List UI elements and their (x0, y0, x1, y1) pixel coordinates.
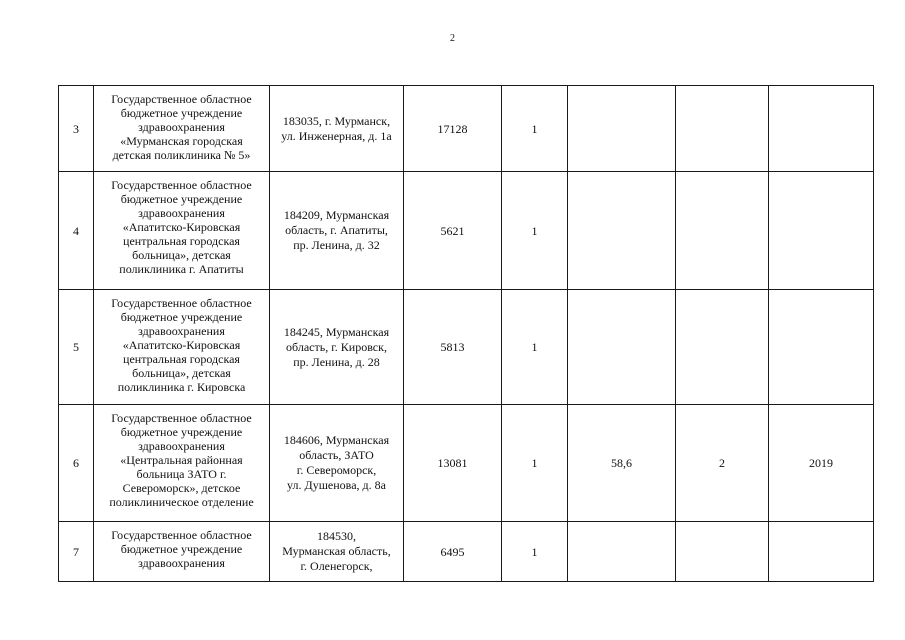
facility-name-line: бюджетное учреждение (120, 310, 243, 324)
facility-name-line: бюджетное учреждение (120, 542, 243, 556)
facility-address-cell (270, 522, 404, 582)
table-row (59, 172, 874, 290)
facility-address-line: 184530, (317, 529, 356, 543)
count-cell: 1 (502, 86, 568, 172)
year-cell (769, 522, 874, 582)
units-cell: 2 (676, 405, 769, 522)
units-cell (676, 86, 769, 172)
facility-name-line: здравоохранения (138, 206, 225, 220)
facility-name-line: Государственное областное (111, 528, 252, 542)
facility-name-line: детская поликлиника № 5» (112, 148, 251, 162)
facility-name-line: здравоохранения (138, 439, 225, 453)
row-index-cell: 4 (59, 172, 94, 290)
table-row (59, 405, 874, 522)
facility-name-line: здравоохранения (138, 556, 225, 570)
facility-name-line: центральная городская (123, 352, 240, 366)
area-cell (568, 522, 676, 582)
facility-address-line: ул. Душенова, д. 8а (287, 478, 386, 492)
facility-address-cell (270, 172, 404, 290)
count-cell: 1 (502, 290, 568, 405)
facility-name-line: поликлиника г. Апатиты (119, 262, 244, 276)
facility-name-line: бюджетное учреждение (120, 192, 243, 206)
units-cell (676, 290, 769, 405)
facility-address-line: область, г. Апатиты, (285, 223, 388, 237)
facility-name-cell (94, 86, 270, 172)
row-index-cell: 3 (59, 86, 94, 172)
facility-address-line: г. Североморск, (296, 463, 377, 477)
facility-name-cell (94, 405, 270, 522)
facility-name-line: здравоохранения (138, 324, 225, 338)
facility-name-line: поликлиника г. Кировска (117, 380, 246, 394)
table-body (59, 86, 874, 582)
table-row (59, 290, 874, 405)
area-cell (568, 290, 676, 405)
row-index-cell: 7 (59, 522, 94, 582)
facility-address-line: 184245, Мурманская (283, 324, 390, 339)
facility-name-line: центральная городская (123, 234, 240, 248)
units-cell (676, 172, 769, 290)
facility-address-line: область, ЗАТО (299, 448, 374, 462)
facility-name-line: больница», детская (132, 248, 231, 262)
units-cell (676, 522, 769, 582)
value-cell: 6495 (404, 522, 502, 582)
facility-name-line: здравоохранения (138, 120, 225, 134)
facility-name-cell (94, 172, 270, 290)
value-cell: 5621 (404, 172, 502, 290)
table-row (59, 522, 874, 582)
facility-address-line: 183035, г. Мурманск, (282, 113, 391, 128)
facility-address-line: область, г. Кировск, (286, 339, 387, 354)
facility-address-line: 184209, Мурманская (283, 208, 390, 222)
page-number: 2 (450, 33, 455, 44)
facility-name-line: Государственное областное (111, 411, 252, 425)
facility-address-line: пр. Ленина, д. 32 (293, 238, 380, 252)
value-cell: 5813 (404, 290, 502, 405)
facility-name-line: больница ЗАТО г. (136, 467, 227, 481)
table-row (59, 86, 874, 172)
area-cell: 58,6 (568, 405, 676, 522)
year-cell (769, 290, 874, 405)
facility-name-line: «Центральная районная (120, 453, 243, 467)
year-cell: 2019 (769, 405, 874, 522)
count-cell: 1 (502, 405, 568, 522)
count-cell: 1 (502, 172, 568, 290)
year-cell (769, 172, 874, 290)
facility-address-line: Мурманская область, (282, 544, 391, 558)
facility-address-line: г. Оленегорск, (300, 559, 373, 573)
facility-name-line: «Апатитско-Кировская (122, 220, 241, 234)
facility-address-line: ул. Инженерная, д. 1а (281, 128, 392, 143)
facility-name-line: бюджетное учреждение (120, 425, 243, 439)
facility-name-line: Государственное областное (111, 178, 252, 192)
facility-name-line: «Апатитско-Кировская (122, 338, 241, 352)
facility-name-line: поликлиническое отделение (109, 495, 254, 509)
facilities-table (58, 85, 874, 582)
facility-name-line: «Мурманская городская (120, 134, 243, 148)
facility-name-line: Государственное областное (111, 296, 252, 310)
facility-name-line: Североморск», детское (122, 481, 241, 495)
facility-name-cell (94, 290, 270, 405)
facility-name-line: Государственное областное (111, 92, 252, 106)
year-cell (769, 86, 874, 172)
area-cell (568, 86, 676, 172)
facility-name-line: бюджетное учреждение (120, 106, 243, 120)
value-cell: 17128 (404, 86, 502, 172)
row-index-cell: 6 (59, 405, 94, 522)
facility-address-line: 184606, Мурманская (283, 433, 390, 447)
count-cell: 1 (502, 522, 568, 582)
value-cell: 13081 (404, 405, 502, 522)
facility-address-cell (270, 290, 404, 405)
facility-name-line: больница», детская (132, 366, 231, 380)
area-cell (568, 172, 676, 290)
facility-address-cell (270, 86, 404, 172)
facility-name-cell (94, 522, 270, 582)
facility-address-line: пр. Ленина, д. 28 (293, 354, 380, 369)
facility-address-cell (270, 405, 404, 522)
row-index-cell: 5 (59, 290, 94, 405)
